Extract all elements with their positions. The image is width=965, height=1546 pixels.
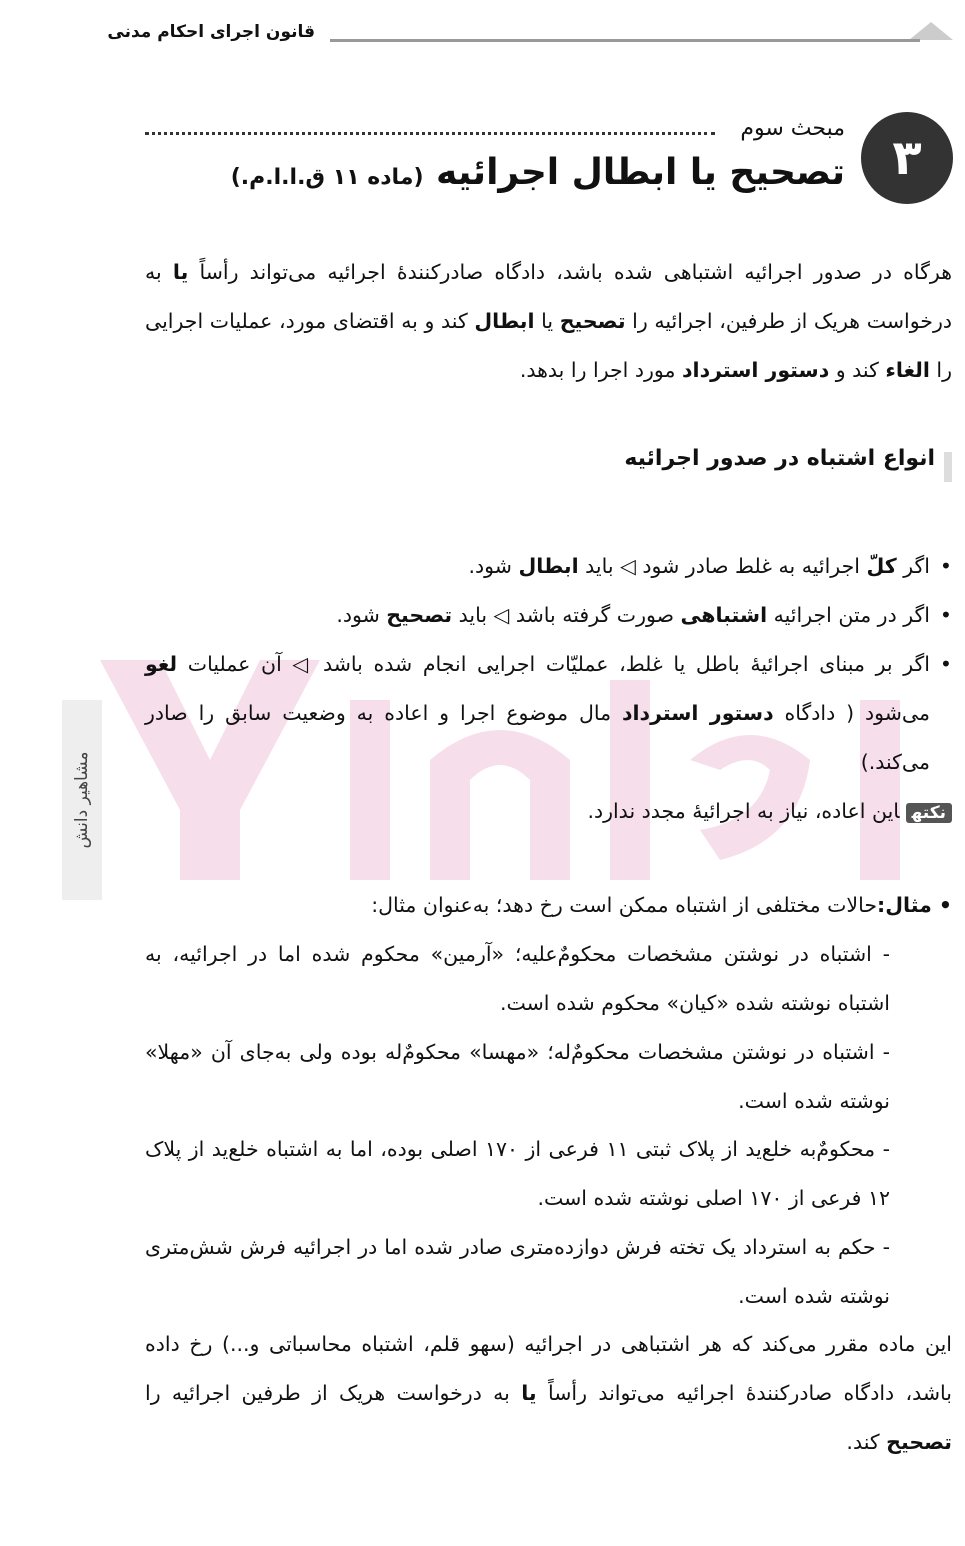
text-segment: اگر در متن اجرائیه [767, 603, 930, 627]
bold-term: یا [521, 1381, 537, 1405]
text-segment: - اشتباه در نوشتن مشخصات محکومٌ‌له؛ «مهسا» محکومٌ‌له بوده ولی به‌جای آن «مهلا» نوشته شده است. [145, 1040, 890, 1113]
bold-term: دستور استرداد [682, 358, 830, 382]
text-segment: اگر [896, 554, 930, 578]
closing-paragraph [145, 1320, 952, 1467]
bold-term: لغو [145, 652, 178, 676]
chapter-number-badge: ۳ [861, 112, 953, 204]
example-intro [145, 881, 952, 930]
side-tab-label: مشاهیر دانش [72, 751, 92, 849]
chapter-title-reference: (ماده ۱۱ ق.ا.ا.م.) [230, 165, 424, 190]
chapter-title-main: تصحیح یا ابطال اجرائیه [423, 152, 845, 193]
text-segment: به درخواست هریک از طرفین اجرائیه را [145, 1381, 522, 1405]
example-item [145, 1223, 890, 1321]
dotted-leader [145, 132, 715, 135]
text-segment: مورد اجرا را بدهد. [519, 358, 683, 382]
intro-paragraph [145, 248, 952, 395]
text-segment: شود. [336, 603, 387, 627]
running-title: قانون اجرای احکام مدنی [107, 22, 315, 42]
example-item [145, 1028, 890, 1126]
text-segment: یا [534, 309, 560, 333]
bold-term: یا [172, 260, 189, 284]
bold-term: ابطال [518, 554, 579, 578]
bold-term: تصحیح [386, 603, 453, 627]
chapter-title [231, 152, 845, 193]
text-segment: این ماده مقرر می‌کند که هر اشتباهی در اجرائیه (سهو قلم، اشتباه محاسباتی و...) رخ داده باشد، دادگاه صادرکنندهٔ اجرائیه می‌تواند رأساً [145, 1332, 952, 1405]
bullet-item [145, 591, 952, 640]
section-marker [944, 452, 952, 482]
text-segment: - اشتباه در نوشتن مشخصات محکومٌ‌علیه؛ «آرمین» محکوم شده اما در اجرائیه، به اشتباه نوشته شده «کیان» محکوم شده است. [145, 942, 890, 1015]
note-text: این اعاده، نیاز به اجرائیهٔ مجدد ندارد. [587, 799, 900, 823]
example-item [145, 930, 890, 1028]
text-segment: هرگاه در صدور اجرائیه اشتباهی شده باشد، دادگاه صادرکنندهٔ اجرائیه می‌تواند رأساً [188, 260, 953, 284]
bullet-item [145, 640, 952, 787]
text-segment: صورت گرفته باشد ◁ باید [452, 603, 681, 627]
bold-term: تصحیح [886, 1430, 952, 1454]
bullet-icon: • [939, 554, 952, 578]
chapter-label: مبحث سوم [740, 116, 845, 141]
text-segment: - محکومٌ‌به خلع‌ید از پلاک ثبتی ۱۱ فرعی از ۱۷۰ اصلی بوده، اما به اشتباه خلع‌ید از پلاک ۱۲ فرعی از ۱۷۰ اصلی نوشته شده است. [145, 1137, 890, 1210]
bold-term: دستور استرداد [622, 701, 774, 725]
note-label: نکته [906, 803, 952, 823]
side-tab [62, 700, 102, 900]
text-segment: کند. [846, 1430, 887, 1454]
text-segment: اجرائیه به غلط صادر شود ◁ باید [578, 554, 867, 578]
bold-term: ابطال [474, 309, 535, 333]
bullet-icon: • [939, 603, 952, 627]
text-segment: شود. [468, 554, 519, 578]
bold-term: الغاء [885, 358, 930, 382]
example-text: حالات مختلفی از اشتباه ممکن است رخ دهد؛ به‌عنوان مثال: [371, 893, 878, 917]
bold-term: تصحیح [559, 309, 626, 333]
header-rule [330, 39, 920, 42]
text-segment: - حکم به استرداد یک تخته فرش دوازده‌متری صادر شده اما در اجرائیه فرش شش‌متری نوشته شده است. [145, 1235, 890, 1308]
text-segment: به درخواست هریک از طرفین، اجرائیه را [145, 260, 952, 333]
example-item [145, 1125, 890, 1223]
text-segment: کند و به اقتضای مورد، عملیات اجرایی را [145, 309, 952, 382]
section-heading: انواع اشتباه در صدور اجرائیه [624, 446, 935, 471]
bullet-item [145, 542, 952, 591]
bold-term: اشتباهی [680, 603, 768, 627]
header-ornament-icon [909, 22, 953, 40]
text-segment: مال موضوع اجرا و اعاده به وضعیت سابق را صادر می‌کند.) [145, 701, 930, 774]
text-segment: کند و [829, 358, 886, 382]
bullet-icon: • [939, 652, 952, 676]
bold-term: کلّ [866, 554, 897, 578]
note [145, 787, 952, 838]
text-segment: می‌شود ( دادگاه [773, 701, 930, 725]
example-label: • مثال: [877, 893, 952, 917]
text-segment: اگر بر مبنای اجرائیهٔ باطل یا غلط، عملیّات اجرایی انجام شده باشد ◁ آن عملیات [177, 652, 930, 676]
